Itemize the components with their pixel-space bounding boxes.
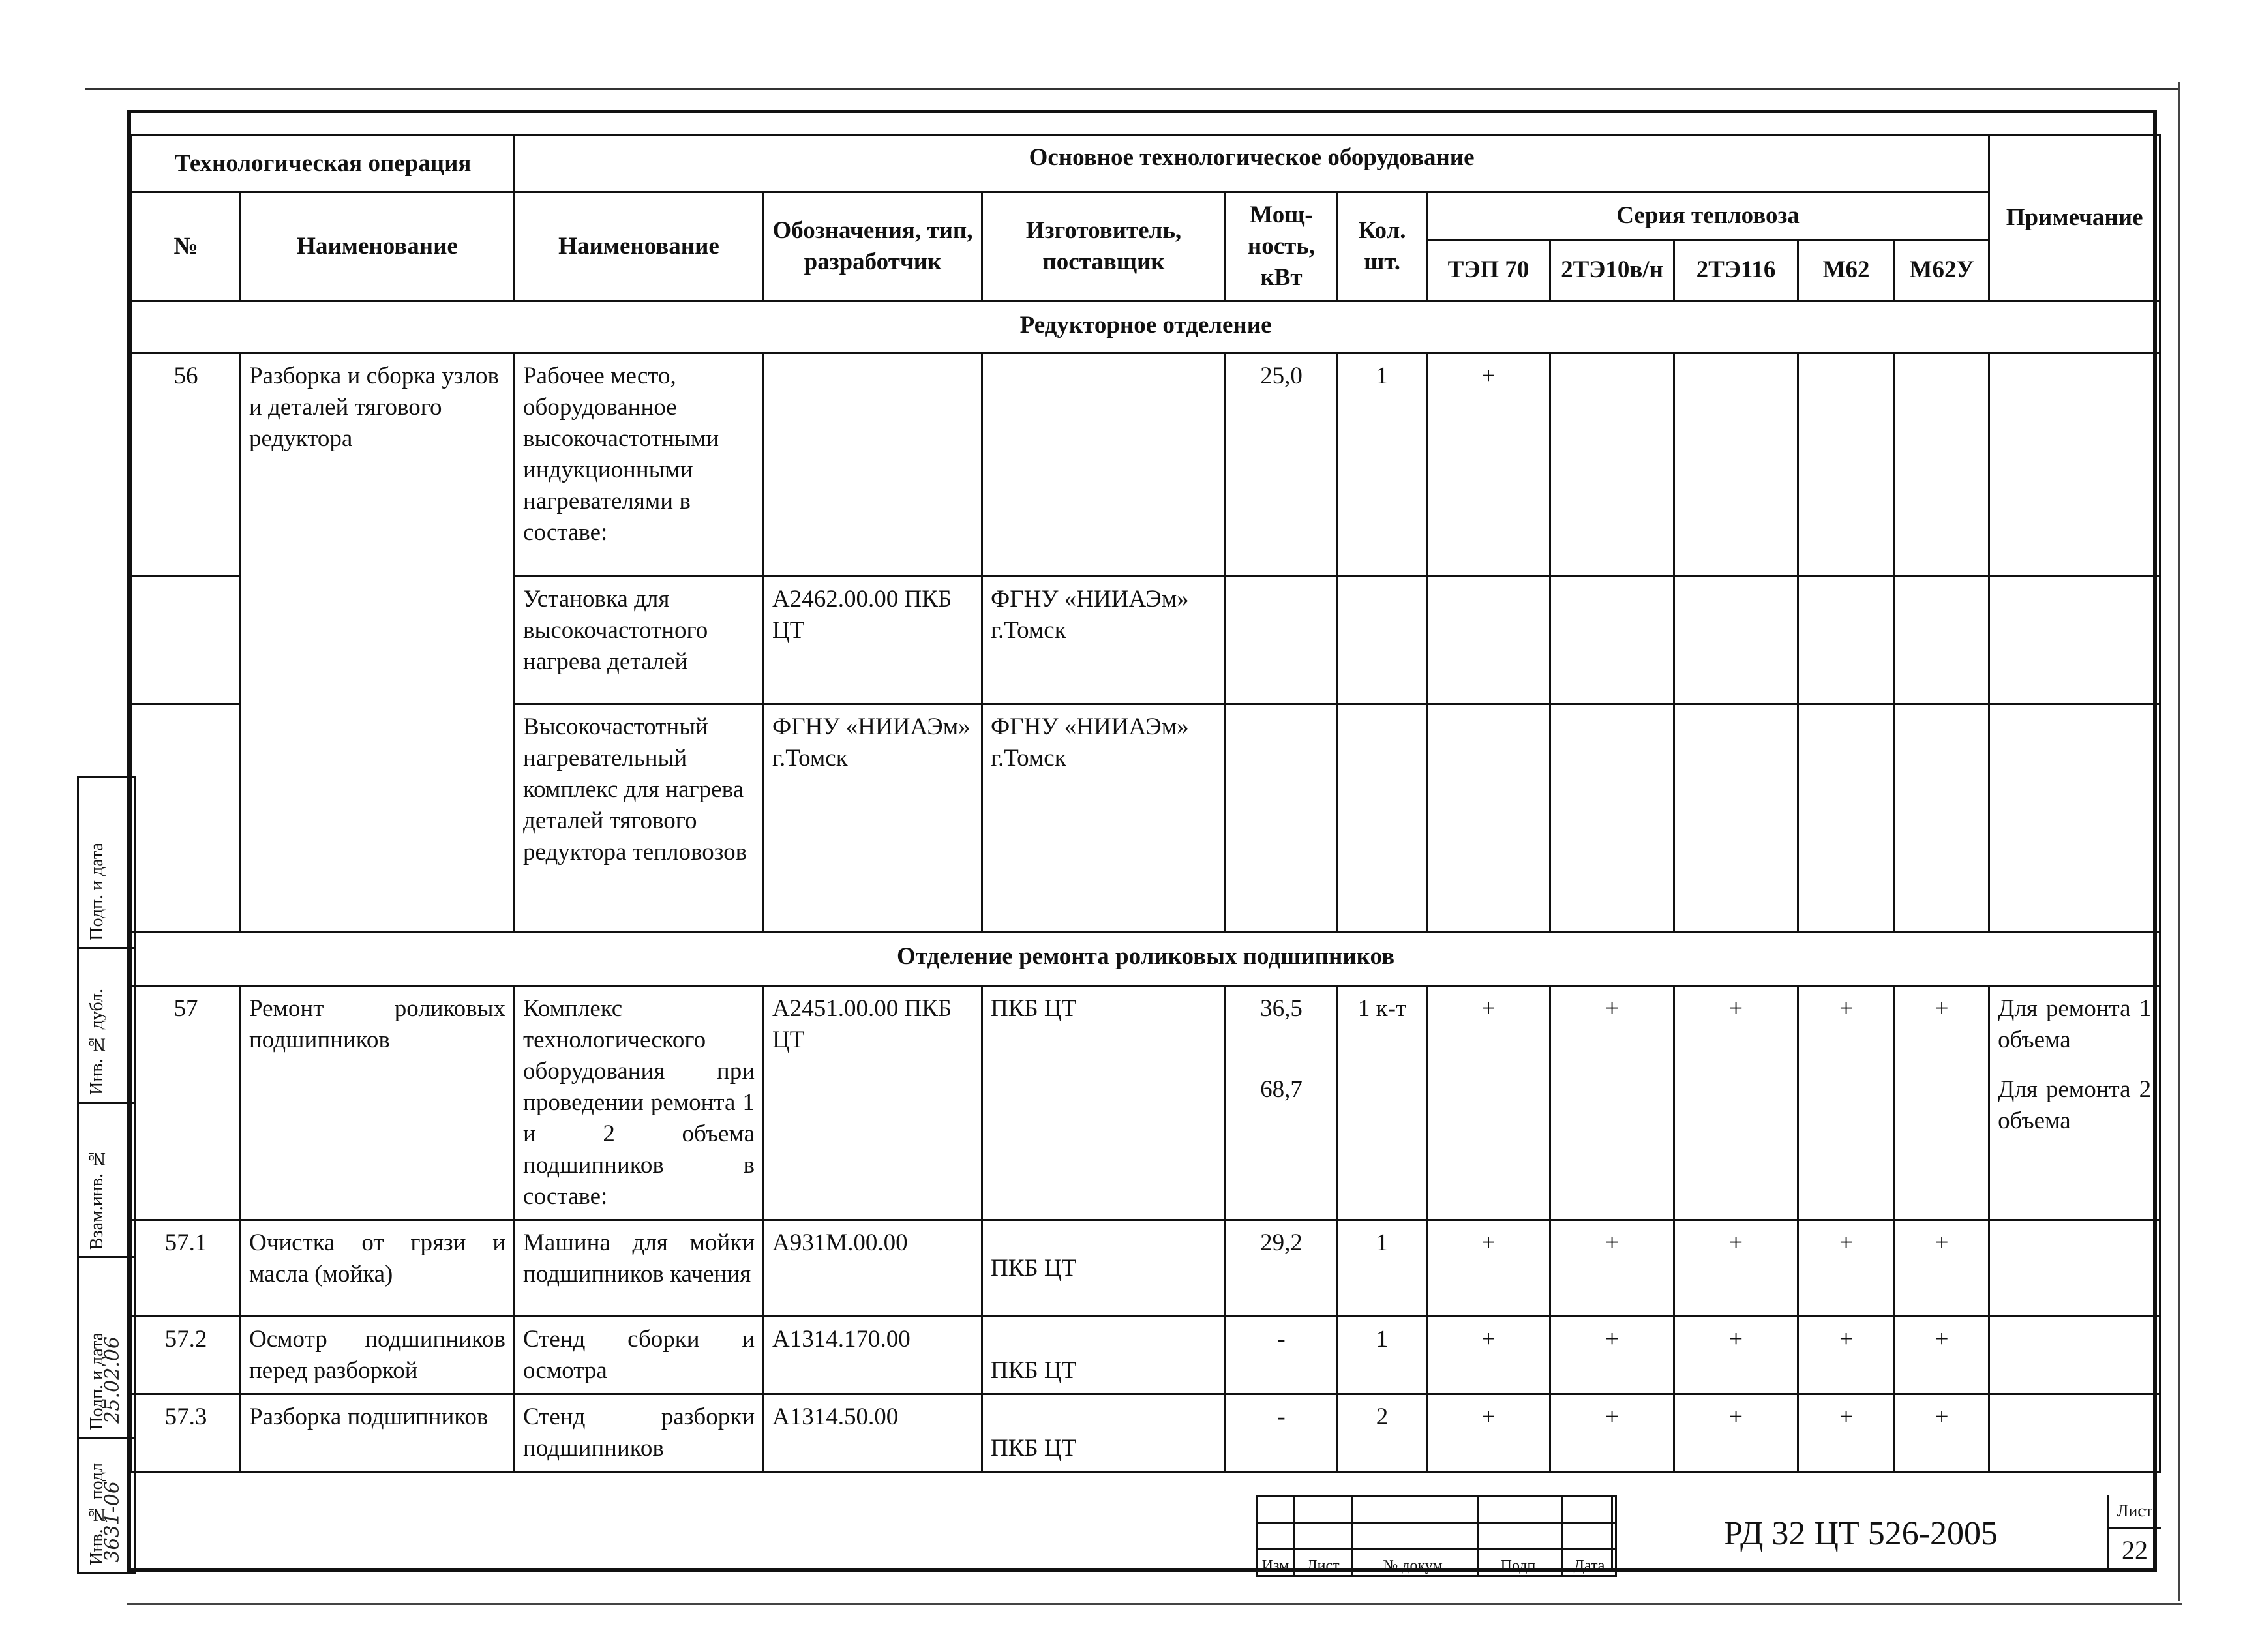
row-designation: А1314.50.00 bbox=[764, 1394, 982, 1472]
row-num: 56 bbox=[132, 353, 241, 577]
row-mark-m62u: + bbox=[1895, 986, 1989, 1220]
row-power bbox=[1226, 577, 1338, 704]
row-mark-tep70: + bbox=[1427, 986, 1550, 1220]
row-num bbox=[132, 577, 241, 704]
row-qty: 2 bbox=[1338, 1394, 1427, 1472]
title-block-col-date: Дата bbox=[1563, 1550, 1616, 1576]
row-num: 57.2 bbox=[132, 1317, 241, 1394]
row-designation bbox=[764, 353, 982, 577]
row-equipment: Машина для мойки подшипников качения bbox=[515, 1220, 764, 1317]
row-designation: А2451.00.00 ПКБ ЦТ bbox=[764, 986, 982, 1220]
row-mark-2te116: + bbox=[1674, 1317, 1798, 1394]
row-num: 57 bbox=[132, 986, 241, 1220]
row-mark-m62u: + bbox=[1895, 1394, 1989, 1472]
row-mark-m62: + bbox=[1798, 986, 1895, 1220]
row-mark-2te10: + bbox=[1550, 1317, 1674, 1394]
row-manufacturer bbox=[982, 353, 1226, 577]
row-manufacturer: ФГНУ «НИИАЭм» г.Томск bbox=[982, 577, 1226, 704]
row-mark-2te116 bbox=[1674, 577, 1798, 704]
row-mark-2te116 bbox=[1674, 353, 1798, 577]
row-manufacturer: ПКБ ЦТ bbox=[982, 1394, 1226, 1472]
row-operation: Разборка и сборка узлов и деталей тягового редуктора bbox=[241, 353, 515, 933]
row-mark-m62: + bbox=[1798, 1220, 1895, 1317]
row-mark-2te116 bbox=[1674, 704, 1798, 933]
row-power-cell bbox=[1226, 986, 1338, 1220]
row-note bbox=[1989, 1220, 2160, 1317]
row-designation: А2462.00.00 ПКБ ЦТ bbox=[764, 577, 982, 704]
side-stamp-replace-inv bbox=[77, 1102, 136, 1258]
header-main-equipment: Основное технологическое оборудование bbox=[515, 135, 1989, 192]
row-mark-tep70 bbox=[1427, 577, 1550, 704]
row-mark-m62 bbox=[1798, 353, 1895, 577]
row-manufacturer: ПКБ ЦТ bbox=[982, 986, 1226, 1220]
header-operation-name: Наименование bbox=[241, 192, 515, 301]
row-note-2: Для ремонта 2 объема bbox=[1998, 1076, 2152, 1134]
title-block-col-izm: Изм bbox=[1257, 1550, 1295, 1576]
header-series: Серия тепловоза bbox=[1427, 192, 1989, 240]
row-note-cell bbox=[1989, 986, 2160, 1220]
row-equipment: Стенд разборки подшипников bbox=[515, 1394, 764, 1472]
sheet-right-line bbox=[2178, 82, 2180, 1601]
side-stamp-label: Инв. № дубл. bbox=[87, 989, 107, 1095]
equipment-table bbox=[130, 134, 2161, 1473]
side-stamp-dup-inv bbox=[77, 947, 136, 1104]
row-designation: А1314.170.00 bbox=[764, 1317, 982, 1394]
side-stamp-label: Инв. № подл bbox=[87, 1463, 107, 1565]
row-mark-2te10: + bbox=[1550, 1220, 1674, 1317]
header-designation: Обозначения, тип, разработчик bbox=[764, 192, 982, 301]
side-stamp-label: Взам.инв. № bbox=[87, 1148, 107, 1250]
title-block-revisions bbox=[1256, 1495, 1617, 1577]
row-note bbox=[1989, 1394, 2160, 1472]
row-equipment: Высокочастотный нагревательный комплекс для нагрева деталей тягового редуктора тепловозов bbox=[515, 704, 764, 933]
row-mark-tep70: + bbox=[1427, 1220, 1550, 1317]
header-power: Мощ-ность, кВт bbox=[1226, 192, 1338, 301]
row-mark-tep70 bbox=[1427, 704, 1550, 933]
row-mark-2te116: + bbox=[1674, 1220, 1798, 1317]
row-mark-tep70: + bbox=[1427, 1394, 1550, 1472]
row-qty bbox=[1338, 577, 1427, 704]
sheet-top-line bbox=[85, 88, 2178, 90]
row-mark-2te116: + bbox=[1674, 1394, 1798, 1472]
side-stamp-label: Подп. и дата bbox=[87, 1332, 107, 1430]
row-note bbox=[1989, 1317, 2160, 1394]
row-equipment: Стенд сборки и осмотра bbox=[515, 1317, 764, 1394]
header-manufacturer: Изготовитель, поставщик bbox=[982, 192, 1226, 301]
row-operation: Очистка от грязи и масла (мойка) bbox=[241, 1220, 515, 1317]
row-mark-2te10: + bbox=[1550, 986, 1674, 1220]
side-stamp-orig-inv bbox=[77, 1437, 136, 1574]
row-power: - bbox=[1226, 1394, 1338, 1472]
row-note bbox=[1989, 577, 2160, 704]
row-power: - bbox=[1226, 1317, 1338, 1394]
row-mark-m62 bbox=[1798, 577, 1895, 704]
row-power bbox=[1226, 704, 1338, 933]
sheet-label: Лист bbox=[2109, 1495, 2161, 1529]
row-mark-2te116: + bbox=[1674, 986, 1798, 1220]
side-stamp-sign-date-1 bbox=[77, 776, 136, 949]
row-operation: Ремонт роликовых подшипников bbox=[241, 986, 515, 1220]
row-equipment: Установка для высокочастотного нагрева деталей bbox=[515, 577, 764, 704]
side-stamp-label: Подп. и дата bbox=[87, 843, 107, 940]
title-block-col-list: Лист bbox=[1295, 1550, 1352, 1576]
sheet-number: 22 bbox=[2122, 1535, 2148, 1565]
row-manufacturer: ПКБ ЦТ bbox=[982, 1220, 1226, 1317]
row-mark-2te10: + bbox=[1550, 1394, 1674, 1472]
row-operation: Разборка подшипников bbox=[241, 1394, 515, 1472]
section-title: Редукторное отделение bbox=[132, 301, 2160, 353]
sheet-bottom-line bbox=[127, 1603, 2182, 1605]
header-loco-2te116: 2ТЭ116 bbox=[1674, 239, 1798, 301]
row-power: 25,0 bbox=[1226, 353, 1338, 577]
row-mark-m62 bbox=[1798, 704, 1895, 933]
row-mark-m62u: + bbox=[1895, 1317, 1989, 1394]
row-qty: 1 к-т bbox=[1338, 986, 1427, 1220]
handwritten-inv-number: 3631-06 bbox=[101, 1481, 124, 1563]
row-mark-m62: + bbox=[1798, 1317, 1895, 1394]
row-mark-tep70: + bbox=[1427, 353, 1550, 577]
sheet-number-box bbox=[2107, 1495, 2161, 1572]
row-num bbox=[132, 704, 241, 933]
row-note bbox=[1989, 704, 2160, 933]
header-loco-m62u: М62У bbox=[1895, 239, 1989, 301]
row-power: 29,2 bbox=[1226, 1220, 1338, 1317]
row-power-2: 68,7 bbox=[1260, 1076, 1303, 1103]
section-title: Отделение ремонта роликовых подшипников bbox=[132, 933, 2160, 986]
row-note: Для ремонта 1 объема bbox=[1998, 995, 2152, 1053]
row-note bbox=[1989, 353, 2160, 577]
header-loco-tep70: ТЭП 70 bbox=[1427, 239, 1550, 301]
row-mark-tep70: + bbox=[1427, 1317, 1550, 1394]
header-loco-2te10: 2ТЭ10в/н bbox=[1550, 239, 1674, 301]
row-power: 36,5 bbox=[1260, 995, 1303, 1022]
side-stamp-sign-date-2 bbox=[77, 1256, 136, 1439]
row-qty: 1 bbox=[1338, 353, 1427, 577]
header-note: Примечание bbox=[1989, 135, 2160, 301]
row-designation: ФГНУ «НИИАЭм» г.Томск bbox=[764, 704, 982, 933]
row-qty: 1 bbox=[1338, 1220, 1427, 1317]
header-tech-operation: Технологическая операция bbox=[132, 135, 515, 192]
row-mark-m62u bbox=[1895, 577, 1989, 704]
title-block-col-sign: Подп. bbox=[1478, 1550, 1563, 1576]
title-block-col-doc: № докум. bbox=[1352, 1550, 1478, 1576]
row-mark-m62: + bbox=[1798, 1394, 1895, 1472]
row-manufacturer: ФГНУ «НИИАЭм» г.Томск bbox=[982, 704, 1226, 933]
row-num: 57.3 bbox=[132, 1394, 241, 1472]
row-equipment: Рабочее место, оборудованное высокочастотными индукционными нагревателями в составе: bbox=[515, 353, 764, 577]
row-operation: Осмотр подшипников перед разборкой bbox=[241, 1317, 515, 1394]
row-manufacturer: ПКБ ЦТ bbox=[982, 1317, 1226, 1394]
row-mark-2te10 bbox=[1550, 353, 1674, 577]
row-designation: А931М.00.00 bbox=[764, 1220, 982, 1317]
row-qty: 1 bbox=[1338, 1317, 1427, 1394]
row-qty bbox=[1338, 704, 1427, 933]
header-equipment-name: Наименование bbox=[515, 192, 764, 301]
row-num: 57.1 bbox=[132, 1220, 241, 1317]
header-qty: Кол. шт. bbox=[1338, 192, 1427, 301]
header-loco-m62: М62 bbox=[1798, 239, 1895, 301]
header-num: № bbox=[132, 192, 241, 301]
row-mark-m62u bbox=[1895, 704, 1989, 933]
row-mark-m62u: + bbox=[1895, 1220, 1989, 1317]
row-mark-m62u bbox=[1895, 353, 1989, 577]
row-mark-2te10 bbox=[1550, 577, 1674, 704]
document-code: РД 32 ЦТ 526-2005 bbox=[1611, 1495, 2109, 1572]
handwritten-date: 25.02.06 bbox=[101, 1336, 124, 1424]
row-equipment: Комплекс технологического оборудования при проведении ремонта 1 и 2 объема подшипников в составе: bbox=[515, 986, 764, 1220]
row-mark-2te10 bbox=[1550, 704, 1674, 933]
